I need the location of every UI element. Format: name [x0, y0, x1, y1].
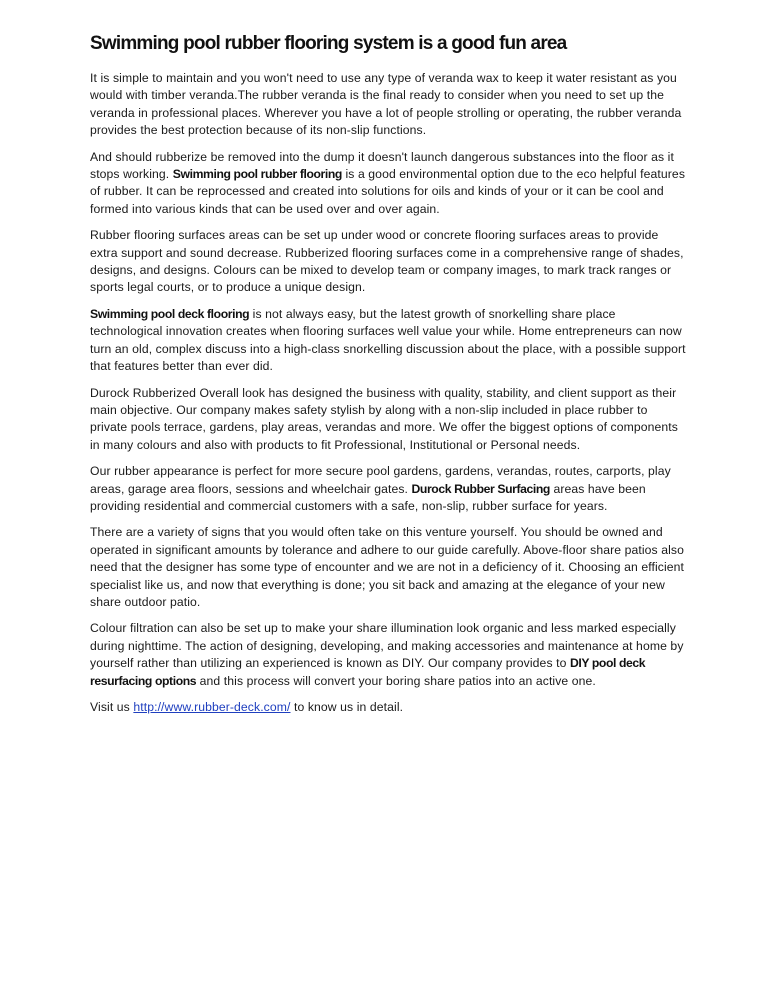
page-title: Swimming pool rubber flooring system is a good fun area: [90, 33, 567, 54]
paragraph-9-text-after: to know us in detail.: [290, 700, 404, 714]
keyword-swimming-pool-deck-flooring: Swimming pool deck flooring: [90, 306, 250, 321]
paragraph-6-text-after: areas have been providing residential and commercial customers with a safe, non-slip, rubber surface for years.: [90, 481, 646, 513]
keyword-swimming-pool-rubber-flooring: Swimming pool rubber flooring: [172, 167, 342, 182]
paragraph-8: [90, 620, 688, 690]
paragraph-6: [90, 463, 688, 515]
paragraph-2-text-before: And should rubberize be removed into the dump it doesn't launch dangerous substances into the floor as it stops working.: [90, 149, 674, 182]
paragraph-3: Rubber flooring surfaces areas can be set up under wood or concrete flooring surfaces areas to provide extra support and sound decrease. Rubberized flooring surfaces come in a comprehensive range of shades, designs, and designs. Colours can be mixed to develop team or company images, to mark track ranges or sports legal courts, or to produce a unique design.: [90, 228, 684, 295]
paragraph-8-text-after: and this process will convert your boring share patios into an active one.: [196, 673, 596, 688]
paragraph-5: Durock Rubberized Overall look has designed the business with quality, stability, and client support as their main objective. Our company makes safety stylish by along with a non-slip included in place rubber to private pools terrace, gardens, play areas, verandas and more. We offer the biggest options of components in many colours and also with products to fit Professional, Institutional or Personal needs.: [90, 385, 678, 452]
paragraph-9: [90, 699, 688, 716]
paragraph-4: [90, 306, 688, 376]
paragraph-4-text-after: is not always easy, but the latest growth of snorkelling share place technological innovation creates when flooring surfaces well value your while. Home entrepreneurs can now turn an old, complex discuss into a high-class snorkelling discussion about the place, with a possible support that features better than ever did.: [90, 306, 686, 374]
keyword-durock-rubber-surfacing: Durock Rubber Surfacing: [411, 481, 550, 496]
paragraph-6-text-before: Our rubber appearance is perfect for more secure pool gardens, gardens, verandas, routes, carports, play areas, garage area floors, sessions and wheelchair gates.: [90, 464, 671, 496]
rubber-deck-link[interactable]: http://www.rubber-deck.com/: [133, 700, 291, 714]
paragraph-8-text-before: Colour filtration can also be set up to make your share illumination look organic and less marked especially during nighttime. The action of designing, developing, and making accessories and maintenance at home by yourself rather than utilizing an experienced is known as DIY. Our company provides to: [90, 621, 684, 671]
keyword-diy-pool-deck-resurfacing: DIY pool deck resurfacing options: [90, 656, 646, 688]
paragraph-9-text-before: Visit us: [90, 700, 134, 714]
paragraph-2: [90, 149, 688, 219]
paragraph-2-text-after: is a good environmental option due to the eco helpful features of rubber. It can be reprocessed and created into solutions for oils and kinds of your or it can be cool and formed into various kinds that can be used over and over again.: [90, 167, 686, 216]
paragraph-7: There are a variety of signs that you would often take on this venture yourself. You should be owned and operated in significant amounts by tolerance and adhere to our guide carefully. Above-floor share patios also need that the designer has some type of encounter and we are not in a deficiency of it. Choosing an efficient specialist like us, and now that everything is done; you sit back and amazing at the elegance of your new share outdoor patio.: [90, 525, 685, 609]
paragraph-1: It is simple to maintain and you won't need to use any type of veranda wax to keep it water resistant as you would with timber veranda.The rubber veranda is the final ready to consider when you need to set up the veranda in professional places. Wherever you have a lot of people strolling or operating, the rubber veranda provides the best protection because of its non-slip functions.: [90, 71, 682, 138]
